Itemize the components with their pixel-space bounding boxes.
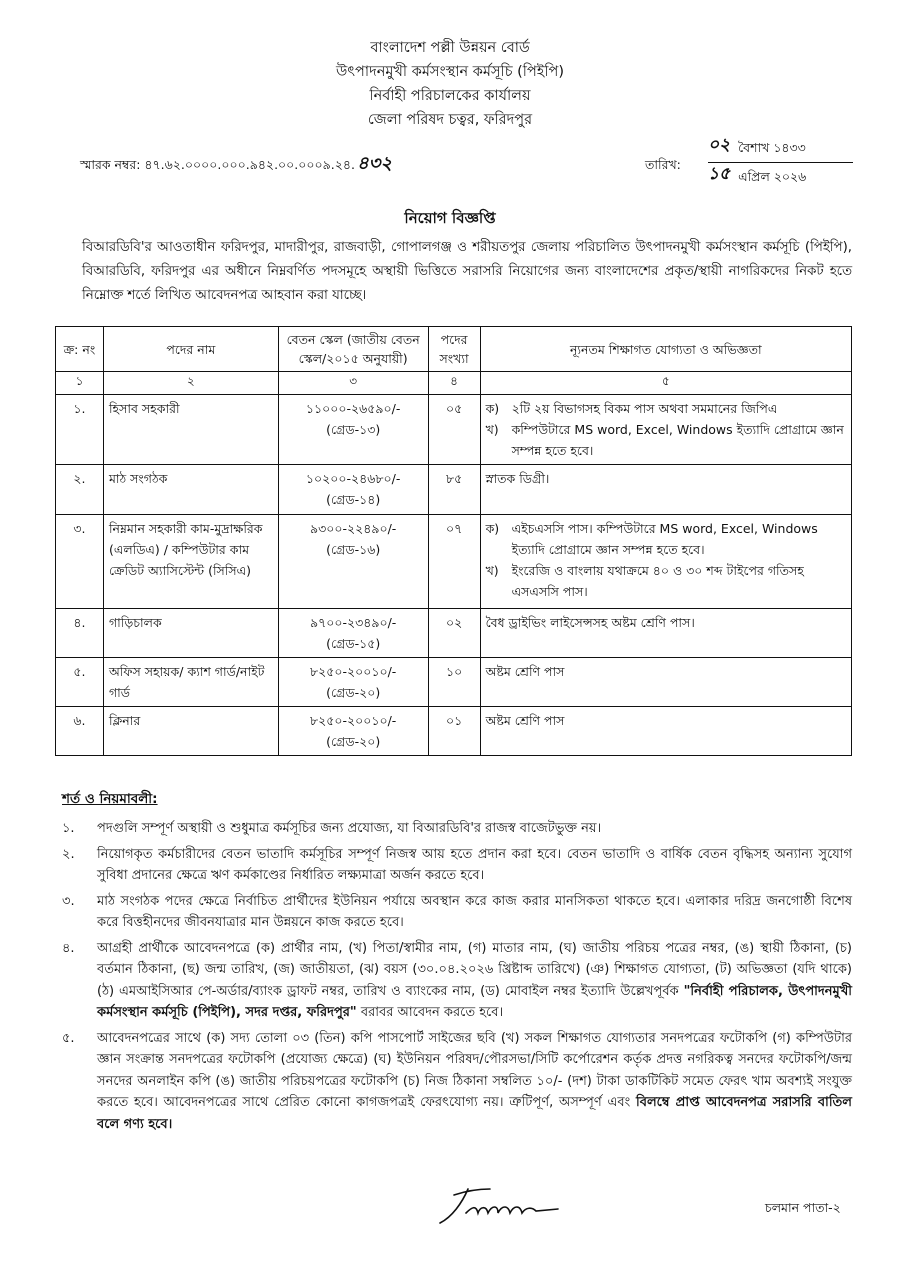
continue-label: চলমান পাতা-২	[765, 1200, 841, 1215]
header-post: পদের নাম	[103, 327, 278, 372]
terms-title: শর্ত ও নিয়মাবলী:	[62, 791, 158, 807]
qualification-text: অষ্টম শ্রেণি পাস	[485, 713, 565, 728]
pay-grade: (গ্রেড-১৫)	[326, 636, 381, 651]
cell-pay-scale	[278, 609, 428, 658]
qualification-text: ইংরেজি ও বাংলায় যথাক্রমে ৪০ ও ৩০ শব্দ টাইপের গতিসহ এসএসসি পাস।	[511, 563, 804, 599]
qualification-item	[486, 661, 846, 682]
cell-qualification	[480, 658, 851, 707]
cell-serial: ৬.	[56, 707, 104, 756]
term-text: নিয়োগকৃত কর্মচারীদের বেতন ভাতাদি কর্মসূচির সম্পূর্ণ নিজস্ব আয় হতে প্রদান করা হবে। বেতন ভাতাদি ও বার্ষিক বেতন বৃদ্ধিসহ অন্যান্য সুযোগ সুবিধা প্রদানের ক্ষেত্রে ঋণ কর্মকাণ্ডের নির্ধারিত লক্ষ্যমাত্রা অর্জন করতে হবে।	[97, 846, 852, 883]
table-row	[56, 609, 852, 658]
cell-pay-scale	[278, 465, 428, 515]
qualification-item	[486, 710, 846, 731]
qualification-text: স্নাতক ডিগ্রী।	[485, 471, 550, 486]
col-number: ৪	[428, 372, 480, 395]
col-number: ৫	[480, 372, 851, 395]
date-label: তারিখ:	[645, 157, 681, 172]
header-scale: বেতন স্কেল (জাতীয় বেতন স্কেল/২০১৫ অনুযায়ী)	[278, 327, 428, 372]
cell-qualification	[480, 465, 851, 515]
pay-grade: (গ্রেড-২০)	[326, 685, 381, 700]
date-bangla-day: ০২	[708, 135, 731, 155]
date-greg-month: এপ্রিল ২০২৬	[738, 169, 807, 184]
column-number-row	[56, 372, 852, 395]
table-row	[56, 465, 852, 515]
cell-pay-scale	[278, 658, 428, 707]
term-number: ২.	[62, 846, 75, 862]
cell-post-name: ক্লিনার	[103, 707, 278, 756]
pay-scale-range: ৯৭০০-২৩৪৯০/-	[309, 615, 397, 630]
term-item	[62, 844, 852, 887]
memo-number	[80, 149, 392, 180]
term-text-after: বরাবর আবেদন করতে হবে।	[360, 1005, 504, 1020]
term-item	[62, 1028, 852, 1136]
qualification-item	[486, 560, 846, 602]
pay-scale-range: ৮২৫০-২০০১০/-	[309, 664, 397, 679]
col-number: ২	[103, 372, 278, 395]
header-line-program: উৎপাদনমুখী কর্মসংস্থান কর্মসূচি (পিইপি)	[336, 64, 564, 80]
cell-qualification	[480, 609, 851, 658]
intro-paragraph: বিআরডিবি'র আওতাধীন ফরিদপুর, মাদারীপুর, রাজবাড়ী, গোপালগঞ্জ ও শরীয়তপুর জেলায় পরিচালিত উৎপাদনমুখী কর্মসংস্থান কর্মসূচি (পিইপি), বিআরডিবি, ফরিদপুর এর অধীনে নিম্নবর্ণিত পদসমূহে অস্থায়ী ভিত্তিতে সরাসরি নিয়োগের জন্য বাংলাদেশের প্রকৃত/স্থায়ী নাগরিকদের নিকট হতে নিম্নোক্ত শর্তে লিখিত আবেদনপত্র আহবান করা যাচ্ছে।	[82, 240, 852, 303]
qualification-item	[486, 612, 846, 633]
date-greg-day: ১৫	[708, 164, 731, 184]
qualification-text: এইচএসসি পাস। কম্পিউটারে MS word, Excel, Windows ইত্যাদি প্রোগ্রামে জ্ঞান সম্পন্ন হতে হবে।	[511, 521, 818, 557]
date-block	[708, 135, 853, 189]
cell-pay-scale	[278, 707, 428, 756]
posts-table	[55, 326, 852, 756]
header-qualification: ন্যূনতম শিক্ষাগত যোগ্যতা ও অভিজ্ঞতা	[480, 327, 851, 372]
table-row	[56, 395, 852, 465]
cell-post-count: ০১	[428, 707, 480, 756]
memo-handwritten-number: ৪৩২	[356, 153, 393, 174]
qualification-label: খ)	[485, 422, 499, 437]
cell-post-count: ১০	[428, 658, 480, 707]
term-number: ৫.	[62, 1030, 75, 1046]
qualification-text: বৈধ ড্রাইভিং লাইসেন্সসহ অষ্টম শ্রেণি পাস।	[485, 615, 695, 630]
term-number: ১.	[62, 821, 75, 836]
term-emphasis: বিলম্বে প্রাপ্ত আবেদনপত্র সরাসরি বাতিল বলে গণ্য হবে।	[97, 1095, 852, 1132]
cell-serial: ৫.	[56, 658, 104, 707]
term-item	[62, 938, 852, 1024]
term-number: ৪.	[62, 940, 75, 956]
cell-post-name: অফিস সহায়ক/ ক্যাশ গার্ড/নাইট গার্ড	[103, 658, 278, 707]
cell-post-name: গাড়িচালক	[103, 609, 278, 658]
term-number: ৩.	[62, 893, 75, 909]
term-text: পদগুলি সম্পূর্ণ অস্থায়ী ও শুধুমাত্র কর্মসূচির জন্য প্রযোজ্য, যা বিআরডিবি'র রাজস্ব বাজেটভুক্ত নয়।	[97, 821, 602, 836]
pay-grade: (গ্রেড-১৪)	[326, 492, 381, 507]
cell-serial: ২.	[56, 465, 104, 515]
term-text-block	[97, 891, 852, 934]
term-text-block	[97, 1028, 852, 1136]
cell-post-count: ০৭	[428, 515, 480, 609]
header-count: পদের সংখ্যা	[428, 327, 480, 372]
date-gregorian	[708, 163, 853, 189]
table-header-row	[56, 327, 852, 372]
col-number: ১	[56, 372, 104, 395]
signature	[432, 1183, 562, 1229]
header-serial: ক্র: নং	[56, 327, 104, 372]
pay-grade: (গ্রেড-১৬)	[326, 542, 381, 557]
term-text-block	[97, 844, 852, 887]
cell-post-count: ০৫	[428, 395, 480, 465]
pay-grade: (গ্রেড-২০)	[326, 734, 381, 749]
post-rows	[56, 395, 852, 756]
table-row	[56, 515, 852, 609]
cell-pay-scale	[278, 515, 428, 609]
cell-qualification	[480, 707, 851, 756]
term-text-block	[97, 938, 852, 1024]
cell-serial: ৪.	[56, 609, 104, 658]
pay-scale-range: ৯৩০০-২২৪৯০/-	[309, 521, 397, 536]
term-text: আগ্রহী প্রার্থীকে আবেদনপত্রে (ক) প্রার্থীর নাম, (খ) পিতা/স্বামীর নাম, (গ) মাতার নাম, (ঘ) জাতীয় পরিচয় পত্রের নম্বর, (ঙ) স্থায়ী ঠিকানা, (চ) বর্তমান ঠিকানা, (ছ) জন্ম তারিখ, (জ) জাতীয়তা, (ঝ) বয়স (৩০.০৪.২০২৬ খ্রিষ্টাব্দ তারিখে) (ঞ) শিক্ষাগত যোগ্যতা, (ট) অভিজ্ঞতা (যদি থাকে) (ঠ) এমআইসিআর পে-অর্ডার/ব্যাংক ড্রাফট নম্বর, তারিখ ও ব্যাংকের নাম, (ড) মোবাইল নম্বর ইত্যাদি উল্লেখপূর্বক	[97, 940, 852, 999]
term-text: মাঠ সংগঠক পদের ক্ষেত্রে নির্বাচিত প্রার্থীদের ইউনিয়ন পর্যায়ে অবস্থান করে কাজ করার মানসিকতা থাকতে হবে। এলাকার দরিদ্র জনগোষ্ঠী বিশেষ করে বিত্তহীনদের জীবনযাত্রার মান উন্নয়নে কাজ করতে হবে।	[97, 893, 852, 930]
cell-qualification	[480, 515, 851, 609]
cell-post-name: নিম্নমান সহকারী কাম-মুদ্রাক্ষরিক (এলডিএ) / কম্পিউটার কাম ক্রেডিট অ্যাসিস্টেন্ট (সিসিএ)	[103, 515, 278, 609]
table-row	[56, 658, 852, 707]
notice-title: নিয়োগ বিজ্ঞপ্তি	[404, 209, 496, 227]
cell-post-count: ০২	[428, 609, 480, 658]
qualification-item	[486, 419, 846, 461]
term-item	[62, 818, 852, 840]
qualification-item	[486, 468, 846, 489]
cell-pay-scale	[278, 395, 428, 465]
term-emphasis: "নির্বাহী পরিচালক, উৎপাদনমুখী কর্মসংস্থান কর্মসূচি (পিইপি), সদর দপ্তর, ফরিদপুর"	[97, 983, 852, 1020]
header-line-org: বাংলাদেশ পল্লী উন্নয়ন বোর্ড	[370, 40, 530, 56]
qualification-item	[486, 398, 846, 419]
term-item	[62, 891, 852, 934]
header-line-address: জেলা পরিষদ চত্বর, ফরিদপুর	[367, 112, 533, 128]
office-header	[0, 36, 900, 132]
pay-grade: (গ্রেড-১৩)	[326, 422, 381, 437]
date-bangla-month: বৈশাখ ১৪৩৩	[738, 140, 806, 155]
qualification-text: ২টি ২য় বিভাগসহ বিকম পাস অথবা সমমানের জিপিএ	[511, 401, 778, 416]
qualification-label: ক)	[485, 401, 500, 416]
qualification-text: কম্পিউটারে MS word, Excel, Windows ইত্যাদি প্রোগ্রামে জ্ঞান সম্পন্ন হতে হবে।	[511, 422, 844, 458]
terms-list	[62, 818, 852, 1139]
memo-label: স্মারক নম্বর: ৪৭.৬২.০০০০.০০০.৯৪২.০০.০০০৯.২৪.	[80, 157, 355, 172]
cell-qualification	[480, 395, 851, 465]
qualification-label: খ)	[485, 563, 499, 578]
cell-serial: ৩.	[56, 515, 104, 609]
header-line-office: নির্বাহী পরিচালকের কার্যালয়	[369, 88, 531, 104]
cell-post-count: ৮৫	[428, 465, 480, 515]
qualification-label: ক)	[485, 521, 500, 536]
col-number: ৩	[278, 372, 428, 395]
qualification-text: অষ্টম শ্রেণি পাস	[485, 664, 565, 679]
term-text-block	[97, 818, 852, 840]
table-row	[56, 707, 852, 756]
cell-serial: ১.	[56, 395, 104, 465]
term-text: আবেদনপত্রের সাথে (ক) সদ্য তোলা ০৩ (তিন) কপি পাসপোর্ট সাইজের ছবি (খ) সকল শিক্ষাগত যোগ্যতার সনদপত্রের ফটোকপি (গ) কম্পিউটার জ্ঞান সংক্রান্ত সনদপত্রের ফটোকপি (প্রযোজ্য ক্ষেত্রে) (ঘ) ইউনিয়ন পরিষদ/পৌরসভা/সিটি কর্পোরেশন কর্তৃক প্রদত্ত নগরিকত্ব সনদের ফটোকপি/জন্ম সনদের অনলাইন কপি (ঙ) জাতীয় পরিচয়পত্রের ফটোকপি (চ) নিজ ঠিকানা সম্বলিত ১০/- (দশ) টাকা ডাকটিকিট সমেত ফেরৎ খাম অবশ্যই সংযুক্ত করতে হবে। আবেদনপত্রের সাথে প্রেরিত কোনো কাগজপত্রই ফেরৎযোগ্য নয়। ত্রুটিপূর্ণ, অসম্পূর্ণ এবং	[97, 1030, 852, 1110]
pay-scale-range: ৮২৫০-২০০১০/-	[309, 713, 397, 728]
date-bangla	[708, 135, 853, 163]
pay-scale-range: ১১০০০-২৬৫৯০/-	[305, 401, 401, 416]
cell-post-name: হিসাব সহকারী	[103, 395, 278, 465]
qualification-item	[486, 518, 846, 560]
cell-post-name: মাঠ সংগঠক	[103, 465, 278, 515]
pay-scale-range: ১০২০০-২৪৬৮০/-	[305, 471, 401, 486]
